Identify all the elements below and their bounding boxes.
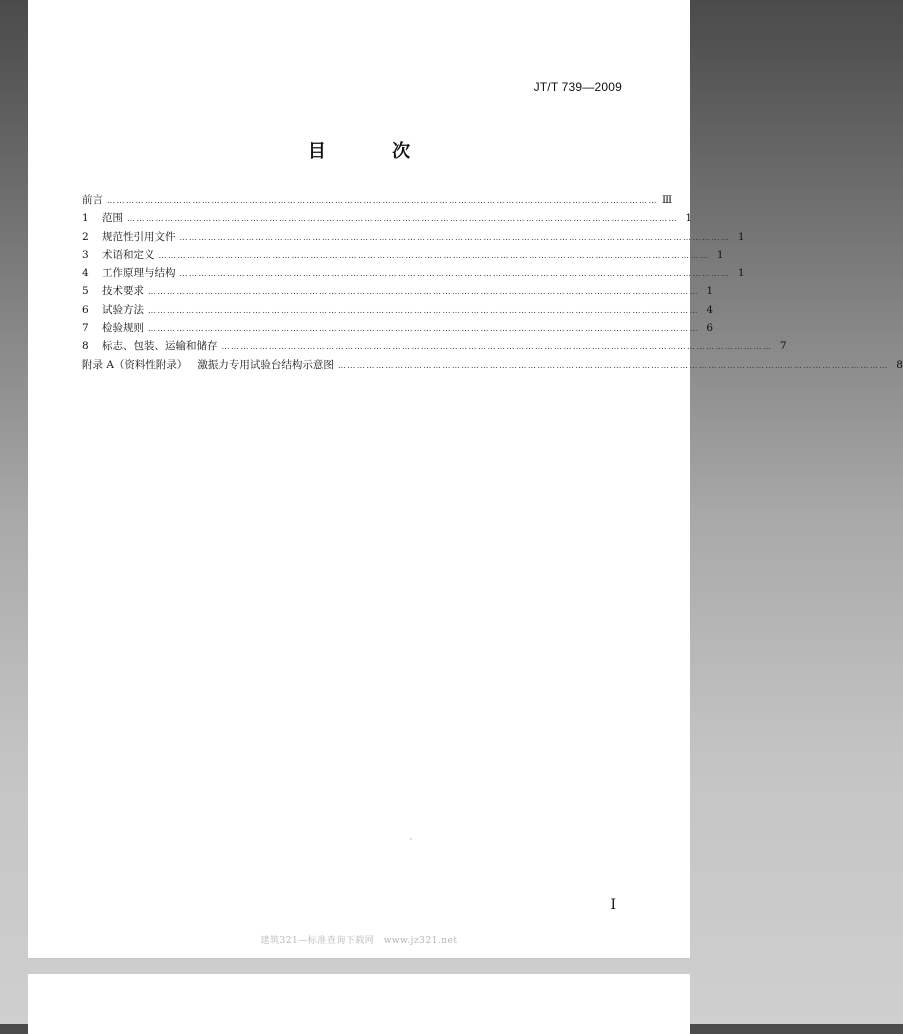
dot-leader: …………………………………………………………………………………………………………………………………………………………: [148, 287, 699, 297]
toc-entry-page: 1: [706, 285, 713, 298]
site-watermark: 建筑321—标准查询下载网 www.jz321.net: [260, 936, 458, 946]
toc-entry-3[interactable]: [82, 246, 724, 264]
toc-entry-page: 1: [737, 267, 745, 280]
toc-entry-foreword[interactable]: [82, 191, 673, 209]
toc-title: 目 次: [307, 141, 441, 162]
document-page: [28, 0, 903, 958]
next-page: [28, 974, 690, 1034]
toc-entry-4[interactable]: [82, 264, 745, 282]
toc-entry-page: 1: [685, 212, 692, 225]
toc-entry-8[interactable]: [82, 337, 787, 355]
toc-entry-number: 3: [82, 248, 89, 261]
toc-entry-label: 试验方法: [102, 303, 144, 316]
toc-entry-page: 1: [737, 230, 745, 243]
toc-entry-number: 7: [82, 322, 89, 335]
dot-leader: …………………………………………………………………………………………………………………………………………………………: [127, 214, 678, 224]
toc-entry-page: 8: [896, 358, 903, 371]
dot-leader: …………………………………………………………………………………………………………………………………………………………: [107, 196, 658, 205]
toc-entry-6[interactable]: [82, 301, 713, 319]
toc-entry-label: 检验规则: [102, 322, 144, 335]
toc-entry-7[interactable]: [82, 319, 713, 337]
toc-entry-number: 2: [82, 230, 89, 243]
toc-entry-label: 工作原理与结构: [102, 267, 176, 280]
dot-leader: …………………………………………………………………………………………………………………………………………………………: [148, 324, 699, 334]
scan-speck: [410, 838, 412, 840]
dot-leader: …………………………………………………………………………………………………………………………………………………………: [158, 250, 710, 260]
toc-entry-5[interactable]: [82, 282, 713, 300]
toc-entry-page: 1: [716, 248, 724, 261]
toc-entry-label: 范围: [102, 212, 123, 225]
dot-leader: …………………………………………………………………………………………………………………………………………………………: [179, 232, 731, 242]
toc-entry-page: Ⅲ: [662, 194, 673, 206]
toc-entry-label: 标志、包装、运输和储存: [102, 340, 218, 353]
toc-entry-label: 技术要求: [102, 285, 144, 298]
toc-entry-2[interactable]: [82, 228, 745, 246]
toc-entry-number: 8: [82, 340, 89, 353]
toc-entry-number: 1: [82, 212, 89, 225]
toc-entry-number: 4: [82, 267, 89, 280]
page-folio: I: [610, 897, 616, 913]
toc-entry-label: 前言: [82, 194, 103, 206]
toc-entry-label: 附录 A（资料性附录）: [82, 358, 188, 371]
toc-entry-label: 规范性引用文件: [102, 230, 176, 243]
toc-entry-label: 术语和定义: [102, 248, 155, 261]
toc-entry-page: 4: [706, 303, 713, 316]
document-code: JT/T 739—2009: [533, 80, 622, 94]
toc-entry-1[interactable]: [82, 209, 692, 227]
table-of-contents: [82, 191, 903, 374]
dot-leader: …………………………………………………………………………………………………………………………………………………………: [337, 360, 889, 370]
toc-entry-subtitle: 激振力专用试验台结构示意图: [197, 358, 334, 371]
toc-entry-number: 6: [82, 303, 89, 316]
dot-leader: …………………………………………………………………………………………………………………………………………………………: [221, 342, 773, 352]
toc-entry-page: 6: [706, 322, 713, 335]
dot-leader: …………………………………………………………………………………………………………………………………………………………: [179, 269, 731, 279]
dot-leader: …………………………………………………………………………………………………………………………………………………………: [148, 305, 699, 315]
toc-entry-annex-a[interactable]: [82, 356, 903, 374]
toc-entry-number: 5: [82, 285, 89, 298]
toc-entry-page: 7: [779, 340, 787, 353]
